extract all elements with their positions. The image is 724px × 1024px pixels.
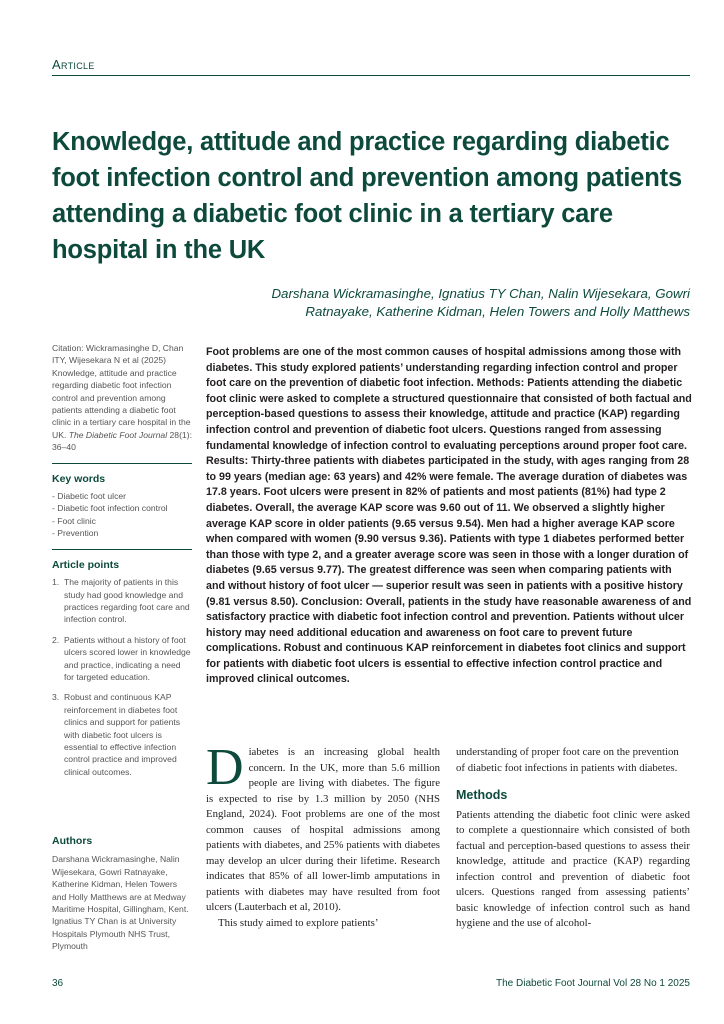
keyword-item: - Prevention: [52, 528, 99, 539]
citation-text: Citation: Wickramasinghe D, Chan ITY, Wijesekara N et al (2025) Knowledge, attitude and practice regarding diabetic foot infection control and prevention among patients attending a diabetic foot clinic in a tertiary care hospital in the UK.: [52, 343, 191, 440]
article-point-item: [52, 576, 192, 626]
keyword-item: - Foot clinic: [52, 515, 96, 526]
intro-paragraph: [206, 739, 440, 916]
methods-paragraph: Patients attending the diabetic foot clinic were asked to complete a questionnaire which consisted of both factual and perception-based questions to assess their knowledge, attitude and practice (KAP) regarding infection control and prevention of diabetic foot ulcers. Questions ranged from assessing patients’ basic knowledge of infection control such as hand hygiene and the use of alcohol-: [456, 808, 690, 929]
section-label: Article: [52, 57, 95, 72]
point-number: 2.: [52, 634, 60, 645]
abstract: Foot problems are one of the most common causes of hospital admissions among those with diabetes. This study explored patients’ understanding regarding infection control and proper foot care on the prevention of diabetic foot infection. Methods: Patients attending the diabetic foot clinic were asked to complete a structured questionnaire that consisted of both factual and perception-based questions to assess their knowledge, attitude and practice (KAP) regarding infection control and prevention of diabetic foot ulcers. Questions ranged from assessing fundamental knowledge of infection control to evaluating perceptions around proper foot care. Results: Thirty-three patients with diabetes participated in the study, with ages ranging from 28 to 99 years (median age: 63 years) and 42% were female. The average duration of diabetes was 17.8 years. Foot ulcers were present in 82% of patients and most patients (81%) had type 2 diabetes. Overall, the average KAP score was 9.60 out of 11. We observed a slightly higher average KAP score in older patients (9.65 versus 9.54). Men had a higher average KAP score when compared with women (9.90 versus 9.36). Patients with type 1 diabetes performed better than those with type 2, and a greater average score was seen in those with a longer duration of diabetes (9.65 versus 9.77). The greatest difference was seen when comparing patients with and without history of foot ulcer — superior result was seen in patients with a positive history (9.81 versus 8.50). Conclusion: Overall, patients in the study have reasonable awareness of and satisfactory practice with diabetic foot infection control and prevention. Patients without ulcer history may need additional education and awareness on foot care to prevent future complications. Robust and continuous KAP reinforcement in diabetes foot clinics and support for patients with diabetic foot ulcers is essential to effective infection control practice and improved clinical outcomes.: [206, 346, 692, 686]
authors-heading: Authors: [52, 835, 93, 847]
body-column-right: [456, 745, 690, 932]
keywords-list: [52, 490, 192, 540]
citation: [52, 342, 192, 454]
intro-paragraph-2-start: This study aimed to explore patients’: [218, 916, 379, 929]
sidebar: [52, 342, 192, 786]
intro-paragraph-2-cont: understanding of proper foot care on the prevention of diabetic foot infections in patients with diabetes.: [456, 746, 679, 774]
footer-journal: The Diabetic Foot Journal Vol 28 No 1 2025: [495, 978, 690, 989]
drop-cap: D: [206, 739, 244, 796]
point-number: 3.: [52, 692, 60, 703]
point-number: 1.: [52, 577, 60, 588]
page-number: 36: [52, 978, 64, 989]
article-point-item: [52, 634, 192, 684]
methods-heading: Methods: [456, 788, 508, 802]
article-points-list: [52, 576, 192, 778]
article-point-item: [52, 691, 192, 778]
author-list: Darshana Wickramasinghe, Ignatius TY Chan, Nalin Wijesekara, Gowri Ratnayake, Katherine Kidman, Helen Towers and Holly Matthews: [271, 286, 690, 319]
article-title: Knowledge, attitude and practice regarding diabetic foot infection control and prevention among patients attending a diabetic foot clinic in a tertiary care hospital in the UK: [52, 128, 682, 264]
point-text: The majority of patients in this study had good knowledge and practices regarding foot care and infection control.: [64, 577, 190, 625]
point-text: Robust and continuous KAP reinforcement in diabetes foot clinics and support for patients with diabetic foot ulcers is essential to effective infection control practice and improved clinical outcomes.: [64, 692, 181, 777]
header-rule: [52, 75, 690, 76]
keywords-block: [52, 463, 192, 540]
article-points-block: [52, 549, 192, 779]
keyword-item: - Diabetic foot ulcer: [52, 491, 127, 502]
authors-affiliation-text: Darshana Wickramasinghe, Nalin Wijesekara, Gowri Ratnayake, Katherine Kidman, Helen Towers and Holly Matthews are at Medway Maritime Hospital, Gillingham, Kent. Ignatius TY Chan is at University Hospitals Plymouth NHS Trust, Plymouth: [52, 854, 189, 952]
authors-affiliation-block: [52, 835, 192, 953]
citation-ref: 28(1): 36–40: [52, 429, 192, 453]
body-column-left: [206, 739, 440, 931]
point-text: Patients without a history of foot ulcers scored lower in knowledge and practice, indicating a need for targeted education.: [64, 634, 191, 682]
keywords-heading: Key words: [52, 472, 106, 485]
keyword-item: - Diabetic foot infection control: [52, 503, 168, 514]
citation-journal: The Diabetic Foot Journal: [68, 429, 168, 440]
article-points-heading: Article points: [52, 558, 120, 571]
intro-paragraph-text: iabetes is an increasing global health concern. In the UK, more than 5.6 million people are living with diabetes. The figure is expected to rise by 1.3 million by 2050 (NHS England, 2024). Foot problems are one of the most common causes of hospital admissions among patients with diabetes, and 25% patients with diabetes may develop an ulcer during their lifetime. Research indicates that 85% of all lower-limb amputations in patients with diabetes may have resulted from foot ulcers (Lauterbach et al, 2010).: [206, 746, 440, 913]
